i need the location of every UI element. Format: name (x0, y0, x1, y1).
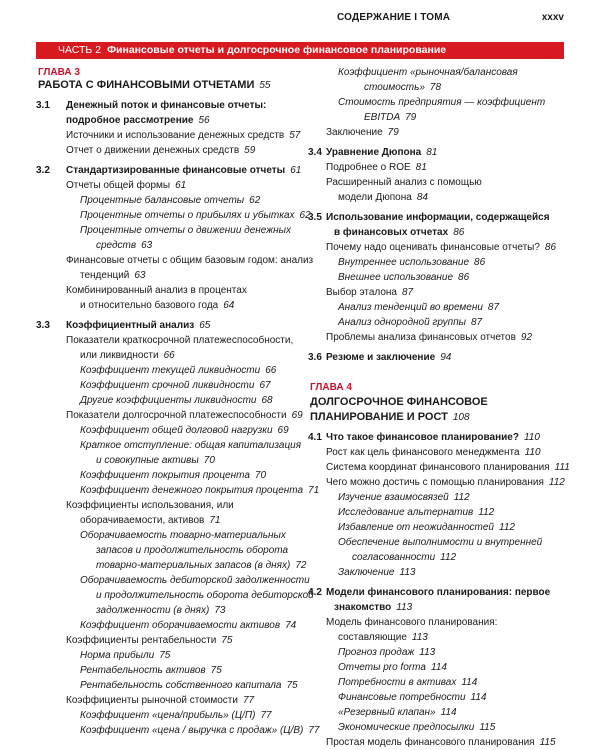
toc-entry-text: РАБОТА С ФИНАНСОВЫМИ ОТЧЕТАМИ 55 (38, 79, 271, 91)
toc-entry-text: ГЛАВА 4 (310, 382, 352, 393)
toc-entry-text: Коэффициент денежного покрытия процента 71 (80, 485, 320, 496)
toc-entry-text: и совокупные активы 70 (96, 455, 215, 466)
toc-entry-text: Коэффициенты рентабельности 75 (66, 635, 233, 646)
toc-entry-text: Коэффициентный анализ 65 (66, 320, 211, 331)
toc-entry-text: подробное рассмотрение 56 (66, 115, 210, 126)
toc-entry-text: Финансовые потребности 114 (338, 692, 487, 703)
toc-entry-text: Коэффициенты рыночной стоимости 77 (66, 695, 255, 706)
toc-page-number: 72 (295, 560, 307, 571)
toc-entry-text: Коэффициенты использования, или (66, 500, 234, 511)
section-number: 4.2 (308, 587, 322, 598)
toc-entry-text: и относительно базового года 64 (80, 300, 235, 311)
toc-entry-text: Краткое отступление: общая капитализация (80, 440, 302, 451)
toc-page-number: 69 (277, 425, 289, 436)
toc-entry-text: Анализ тенденций во времени 87 (338, 302, 500, 313)
toc-entry-text: Рентабельность активов 75 (80, 665, 222, 676)
toc-entry-text: знакомство 113 (334, 602, 413, 613)
toc-entry-text: тенденций 63 (80, 270, 146, 281)
toc-entry-text: Подробнее о ROE 81 (326, 162, 427, 173)
toc-entry-text: ДОЛГОСРОЧНОЕ ФИНАНСОВОЕ (310, 396, 488, 408)
toc-entry-text: Процентные отчеты о движении денежных (80, 225, 291, 236)
section-number: 3.5 (308, 212, 322, 223)
toc-page-number: 115 (539, 737, 556, 748)
toc-page-number: 61 (290, 165, 302, 176)
toc-entry-text: Анализ однородной группы 87 (338, 317, 483, 328)
toc-page-number: 86 (458, 272, 470, 283)
toc-entry-text: Потребности в активах 114 (338, 677, 478, 688)
toc-entry-text: товарно-материальных запасов (в днях) 72 (96, 560, 307, 571)
toc-entry-text: ГЛАВА 3 (38, 67, 80, 78)
running-header-title: СОДЕРЖАНИЕ I ТОМА (337, 12, 451, 23)
toc-entry-text: Проблемы анализа финансовых отчетов 92 (326, 332, 533, 343)
toc-page-number: 68 (261, 395, 273, 406)
toc-page-number: 75 (286, 680, 298, 691)
toc-page-number: 79 (387, 127, 399, 138)
toc-entry-text: Внутреннее использование 86 (338, 257, 486, 268)
toc-page-number: 115 (479, 722, 496, 733)
toc-page-number: 114 (431, 662, 447, 673)
toc-page-number: 94 (440, 352, 452, 363)
toc-entry-text: Денежный поток и финансовые отчеты: (66, 100, 267, 111)
toc-page-number: 77 (308, 725, 320, 736)
section-number: 3.1 (36, 100, 50, 111)
toc-entry-text: Почему надо оценивать финансовые отчеты? 86 (326, 242, 557, 253)
toc-entry-text: Оборачиваемость дебиторской задолженности (80, 575, 310, 586)
toc-page-number: 66 (163, 350, 175, 361)
toc-page-number: 75 (210, 665, 222, 676)
toc-page-number: 81 (415, 162, 427, 173)
toc-entry-text: Система координат финансового планирования 111 (326, 462, 570, 473)
toc-entry-text: средств 63 (96, 240, 153, 251)
toc-entry-text: Коэффициент оборачиваемости активов 74 (80, 620, 297, 631)
toc-entry-text: стоимость» 78 (364, 82, 442, 93)
toc-entry-text: Чего можно достичь с помощью планирования 112 (326, 477, 565, 488)
part-title: Финансовые отчеты и долгосрочное финансовое планирование (107, 44, 447, 56)
toc-entry-text: Выбор эталона 87 (326, 287, 414, 298)
toc-page-number: 59 (244, 145, 256, 156)
toc-entry-text: Источники и использование денежных средств 57 (66, 130, 301, 141)
toc-entry-text: запасов и продолжительность оборота (96, 545, 289, 556)
section-number: 3.2 (36, 165, 50, 176)
toc-page-number: 110 (524, 447, 541, 458)
running-header (0, 12, 600, 28)
toc-page-number: 79 (405, 112, 417, 123)
toc-page-number: 66 (265, 365, 277, 376)
toc-entry-text: Показатели краткосрочной платежеспособности, (66, 335, 294, 346)
toc-entry-text: Прогноз продаж 113 (338, 647, 436, 658)
toc-page-number: 87 (487, 302, 500, 313)
toc-page-number: 87 (402, 287, 414, 298)
toc-entry-text: Коэффициент «цена / выручка с продаж» (Ц/В) 77 (80, 725, 320, 736)
toc-page-number: 112 (548, 477, 565, 488)
toc-entry-text: Модель финансового планирования: (326, 617, 498, 628)
toc-page-number: 114 (461, 677, 478, 688)
section-number: 3.4 (308, 147, 322, 158)
toc-entry-text: или ликвидности 66 (80, 350, 175, 361)
part-label: ЧАСТЬ 2 (58, 44, 102, 56)
toc-page-number: 112 (440, 552, 457, 563)
toc-page-number: 113 (419, 647, 436, 658)
toc-page-number: 81 (426, 147, 438, 158)
toc-page-number: 113 (399, 567, 416, 578)
toc-entry-text: задолженности (в днях) 73 (96, 605, 226, 616)
toc-entry-text: Изучение взаимосвязей 112 (338, 492, 470, 503)
toc-entry-text: Внешнее использование 86 (338, 272, 470, 283)
toc-entry-text: Уравнение Дюпона 81 (326, 147, 438, 158)
toc-page-number: 86 (474, 257, 486, 268)
toc-page-number: 62 (299, 210, 311, 221)
toc-entry-text: Простая модель финансового планирования 115 (326, 737, 556, 748)
toc-page-number: 63 (141, 240, 153, 251)
toc-page-number: 75 (159, 650, 171, 661)
toc-entry-text: модели Дюпона 84 (338, 192, 428, 203)
toc-entry-text: Коэффициент покрытия процента 70 (80, 470, 267, 481)
toc-page-number: 61 (175, 180, 187, 191)
toc-entry-text: Комбинированный анализ в процентах (66, 285, 247, 296)
toc-page-number: 64 (223, 300, 235, 311)
toc-page-number: 70 (203, 455, 215, 466)
toc-entry-text: Расширенный анализ с помощью (326, 177, 482, 188)
toc-page-number: 71 (209, 515, 221, 526)
toc-entry-text: Норма прибыли 75 (80, 650, 171, 661)
part-banner (36, 42, 564, 59)
toc-entry-text: Показатели долгосрочной платежеспособности 69 (66, 410, 303, 421)
toc-page-number: 77 (260, 710, 272, 721)
toc-page-number: 114 (440, 707, 457, 718)
toc-entry-text: Резюме и заключение 94 (326, 352, 452, 363)
toc-entry-text: Коэффициент срочной ликвидности 67 (80, 380, 271, 391)
toc-entry-text: Рентабельность собственного капитала 75 (80, 680, 298, 691)
toc-page-number: 62 (249, 195, 261, 206)
toc-page-number: 56 (198, 115, 210, 126)
section-number: 4.1 (308, 432, 322, 443)
toc-page-number: 65 (199, 320, 211, 331)
section-number: 3.3 (36, 320, 50, 331)
toc-entry-text: Коэффициент текущей ликвидности 66 (80, 365, 277, 376)
toc-page-number: 84 (416, 192, 428, 203)
toc-entry-text: Заключение 113 (338, 567, 416, 578)
toc-page-number: 112 (478, 507, 495, 518)
toc-entry-text: ПЛАНИРОВАНИЕ И РОСТ 108 (310, 411, 470, 423)
toc-page-number: 55 (259, 80, 271, 91)
toc-entry-text: Финансовые отчеты с общим базовым годом: анализ (66, 255, 314, 266)
toc-entry-text: Модели финансового планирования: первое (326, 587, 551, 598)
toc-entry-text: Отчет о движении денежных средств 59 (66, 145, 256, 156)
toc-entry-text: Коэффициент «рыночная/балансовая (338, 67, 518, 78)
toc-entry-text: Экономические предпосылки 115 (338, 722, 496, 733)
toc-entry-text: Коэффициент «цена/прибыль» (Ц/П) 77 (80, 710, 272, 721)
toc-entry-text: Отчеты общей формы 61 (66, 180, 187, 191)
toc-page-number: 113 (411, 632, 428, 643)
toc-page-number: 108 (452, 412, 470, 423)
toc-entry-text: составляющие 113 (338, 632, 428, 643)
toc-page-number: 63 (134, 270, 146, 281)
toc-page-number: 111 (554, 462, 570, 473)
toc-page-number: 87 (470, 317, 483, 328)
toc-entry-text: «Резервный клапан» 114 (338, 707, 457, 718)
toc-entry-text: Избавление от неожиданностей 112 (338, 522, 515, 533)
toc-entry-text: Другие коэффициенты ликвидности 68 (80, 395, 273, 406)
toc-page-number: 73 (214, 605, 226, 616)
toc-entry-text: в финансовых отчетах 86 (334, 227, 465, 238)
toc-entry-text: Рост как цель финансового менеджмента 110 (326, 447, 541, 458)
toc-page-number: 113 (396, 602, 413, 613)
toc-page-number: 112 (499, 522, 515, 533)
toc-entry-text: Процентные балансовые отчеты 62 (80, 195, 261, 206)
toc-entry-text: Что такое финансовое планирование? 110 (326, 432, 540, 443)
section-number: 3.6 (308, 352, 322, 363)
toc-page-number: 86 (544, 242, 557, 253)
toc-page-number: 74 (285, 620, 297, 631)
toc-page-number: 67 (259, 380, 271, 391)
toc-page-number: 110 (523, 432, 540, 443)
toc-entry-text: Стандартизированные финансовые отчеты 61 (66, 165, 302, 176)
toc-entry-text: Процентные отчеты о прибылях и убытках 62 (80, 210, 311, 221)
page-number: xxxv (541, 12, 564, 23)
toc-page-number: 78 (429, 82, 442, 93)
toc-page-number: 70 (254, 470, 267, 481)
toc-entry-text: Стоимость предприятия — коэффициент (338, 97, 546, 108)
toc-entry-text: Обеспечение выполнимости и внутренней (338, 537, 543, 548)
toc-entry-text: Заключение 79 (326, 127, 399, 138)
toc-page-number: 112 (453, 492, 470, 503)
toc-entry-text: EBITDA 79 (364, 112, 417, 123)
toc-entry-text: Исследование альтернатив 112 (338, 507, 495, 518)
toc-page-number: 69 (291, 410, 303, 421)
toc-entry-text: и продолжительность оборота дебиторской (96, 590, 314, 601)
toc-page-number: 86 (453, 227, 465, 238)
toc-entry-text: Оборачиваемость товарно-материальных (80, 530, 286, 541)
toc-page-number: 92 (520, 332, 533, 343)
toc-entry-text: Коэффициент общей долговой нагрузки 69 (80, 425, 289, 436)
toc-page-number: 75 (221, 635, 233, 646)
toc-entry-text: Использование информации, содержащейся (326, 212, 550, 223)
toc-page-number: 114 (470, 692, 487, 703)
toc-entry-text: Отчеты pro forma 114 (338, 662, 447, 673)
toc-page-number: 77 (242, 695, 255, 706)
toc-entry-text: согласованности 112 (352, 552, 457, 563)
toc-entry-text: оборачиваемости, активов 71 (80, 515, 221, 526)
toc-page-number: 71 (308, 485, 320, 496)
toc-page-number: 57 (289, 130, 301, 141)
